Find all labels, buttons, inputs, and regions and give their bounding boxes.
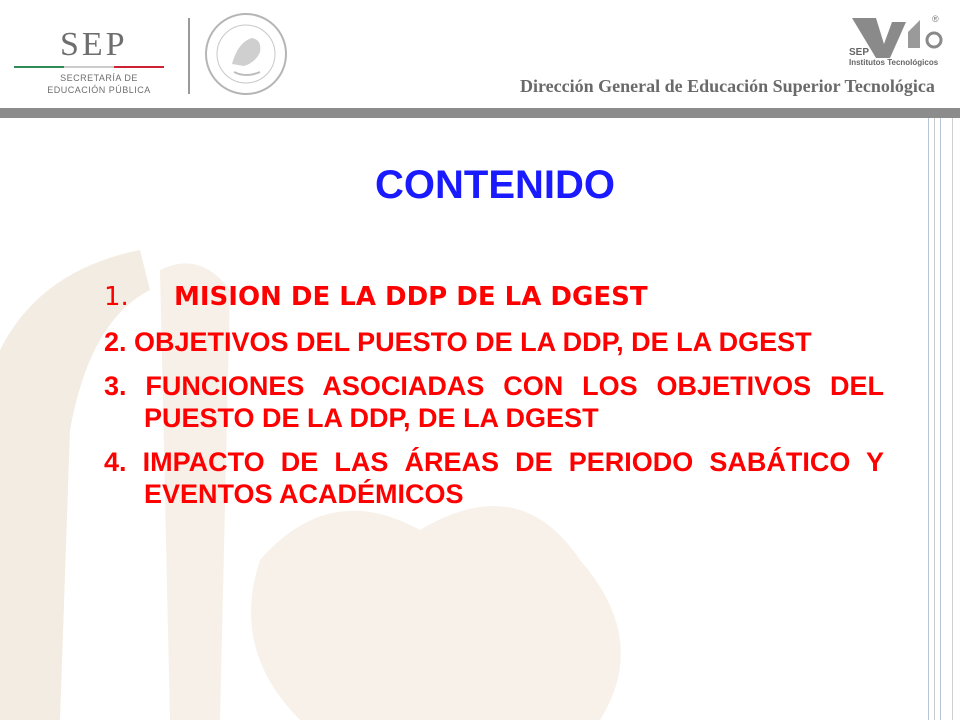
list-item: 3. FUNCIONES ASOCIADAS CON LOS OBJETIVOS DEL PUESTO DE LA DDP, DE LA DGEST bbox=[104, 371, 884, 433]
content-list bbox=[104, 282, 884, 522]
it-logo-label: Institutos Tecnológicos bbox=[849, 58, 939, 67]
header-divider bbox=[188, 18, 190, 94]
header bbox=[0, 0, 960, 108]
list-item-text: MISION DE LA DDP DE LA DGEST bbox=[174, 282, 648, 312]
decor-line bbox=[928, 118, 929, 720]
decor-line bbox=[952, 118, 953, 720]
sep-logo bbox=[14, 26, 164, 96]
sep-logo-subtitle: SECRETARÍA DE EDUCACIÓN PÚBLICA bbox=[47, 73, 151, 95]
it-logo-sep: SEP bbox=[849, 47, 870, 58]
decor-line bbox=[940, 118, 941, 720]
flag-stripe bbox=[14, 66, 164, 68]
coat-of-arms-seal-icon bbox=[204, 12, 288, 96]
decor-line bbox=[934, 118, 935, 720]
list-item bbox=[104, 282, 884, 312]
dgest-title: Dirección General de Educación Superior Tecnológica bbox=[520, 76, 935, 96]
list-item: 4. IMPACTO DE LAS ÁREAS DE PERIODO SABÁTICO Y EVENTOS ACADÉMICOS bbox=[104, 447, 884, 509]
list-item: 2. OBJETIVOS DEL PUESTO DE LA DDP, DE LA DGEST bbox=[104, 327, 812, 357]
registered-mark: ® bbox=[932, 14, 939, 24]
header-rule bbox=[0, 108, 960, 118]
sep-logo-word: SEP bbox=[60, 26, 128, 63]
list-item-number: 1. bbox=[104, 282, 129, 312]
slide-title: CONTENIDO bbox=[375, 163, 615, 207]
